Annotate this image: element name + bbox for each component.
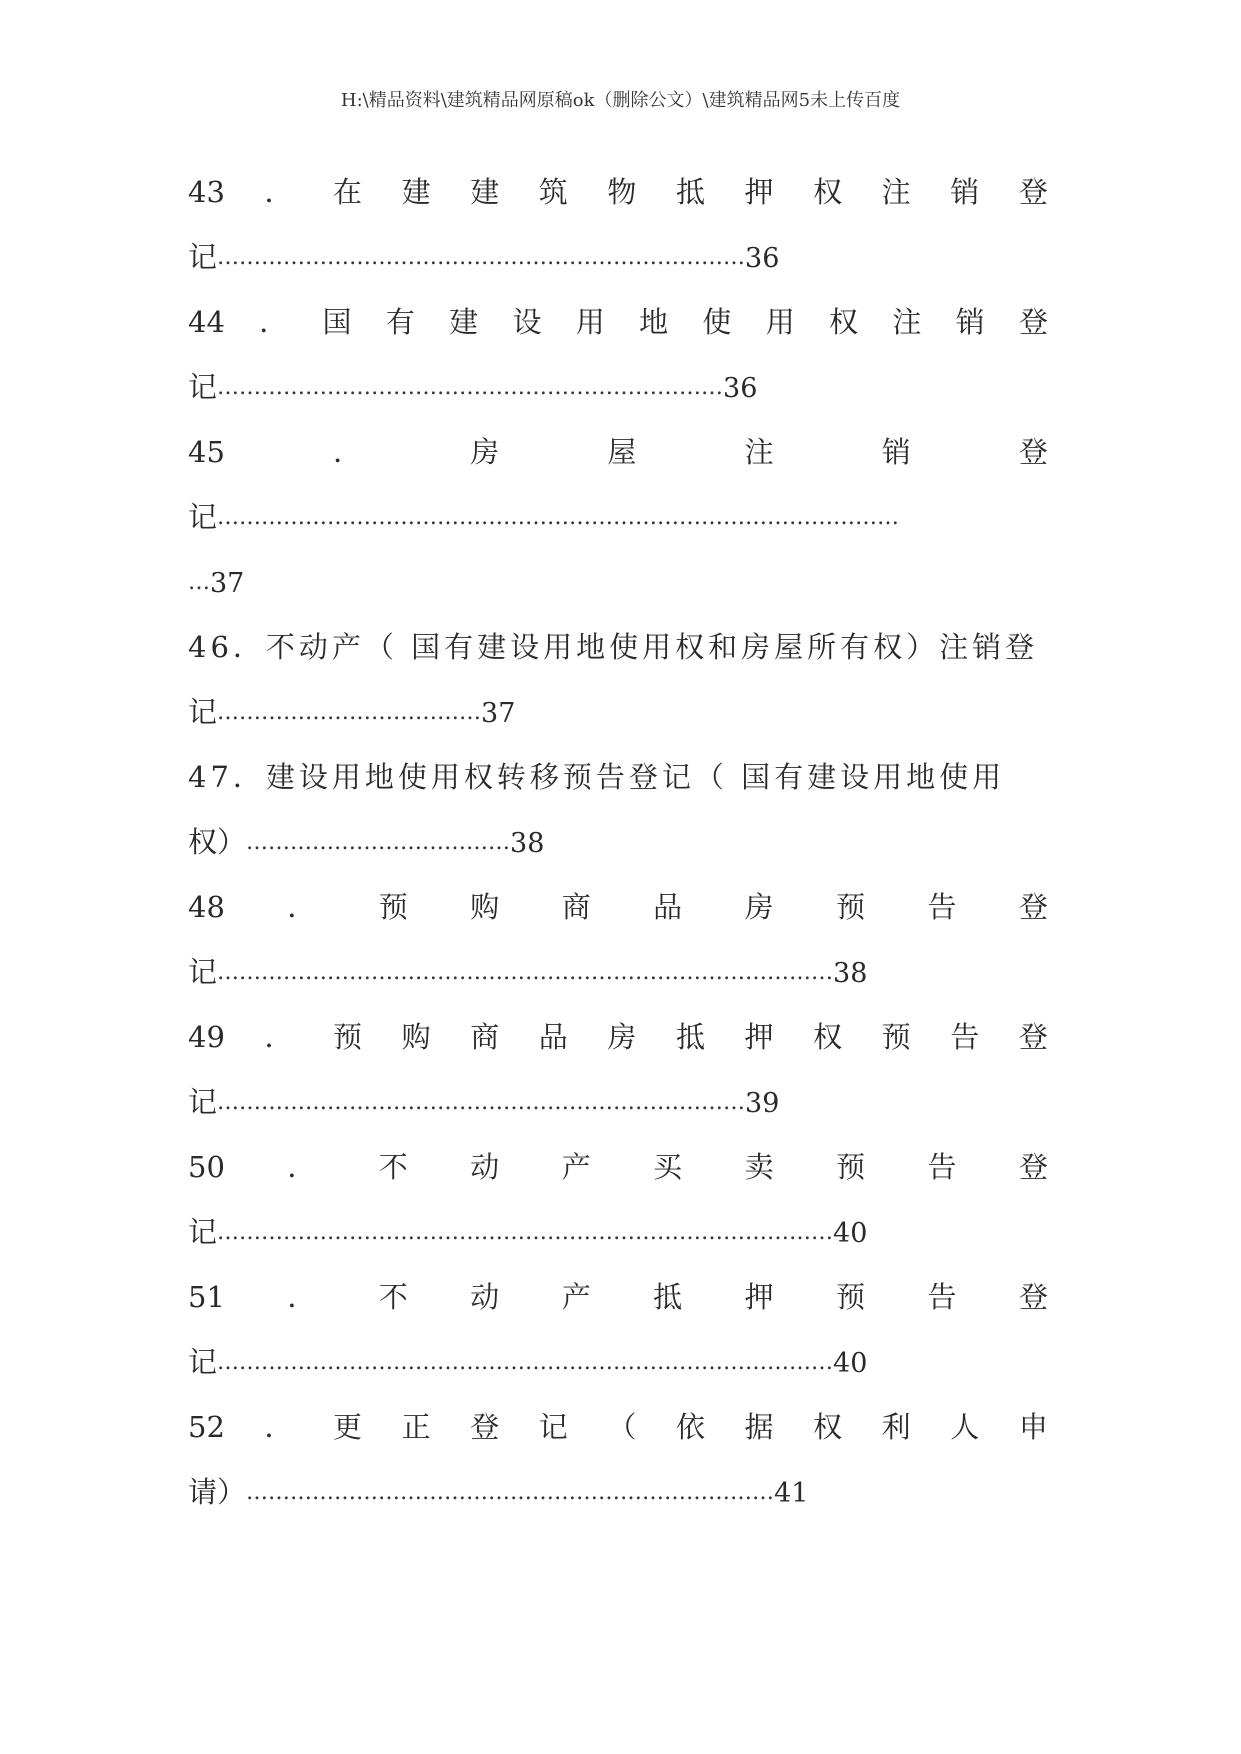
toc-entry-char: 在 (333, 175, 363, 209)
toc-entry-char: 更 (333, 1410, 363, 1444)
toc-entry-char: 告 (950, 1020, 980, 1054)
toc-page-number: 40 (833, 1348, 868, 1379)
toc-entry-char: 设 (512, 305, 542, 339)
toc-page-number: 38 (510, 828, 545, 859)
toc-entry-char: 有 (385, 305, 415, 339)
toc-entry-char: 使 (702, 305, 732, 339)
toc-page-number: 41 (774, 1478, 809, 1509)
toc-entry-char: ． (264, 1410, 294, 1444)
toc-entry-char: 人 (950, 1410, 980, 1444)
toc-entry-char: 卖 (744, 1150, 774, 1184)
toc-entry-char: 抵 (653, 1280, 683, 1314)
toc-entry-char: 国 (322, 305, 352, 339)
toc-entry-number: 48 (188, 890, 225, 924)
toc-entry-char: 屋 (607, 435, 637, 469)
toc-entry-char: 不 (378, 1280, 408, 1314)
toc-entry-char: 销 (881, 435, 911, 469)
toc-entry-title (188, 1005, 1048, 1070)
toc-entry-char: ． (264, 1020, 294, 1054)
toc-entry-title (188, 1265, 1048, 1330)
toc-entry-char: 告 (927, 1280, 957, 1314)
toc-entry-tail: 请） (188, 1475, 247, 1509)
dot-leader: ……………………………… (217, 699, 482, 725)
toc-entry-char: 建 (401, 175, 431, 209)
toc-entry-title (188, 160, 1048, 225)
toc-entry-char: 登 (1018, 435, 1048, 469)
toc-entry-char: 注 (892, 305, 922, 339)
dot-leader: …………………………………………………………… (217, 374, 724, 400)
toc-entry-tail: 权） (188, 825, 247, 859)
toc-entry-number: 45 (188, 435, 225, 469)
toc-entry-tail: 记 (188, 240, 218, 274)
toc-entry-leader (188, 1070, 1048, 1135)
toc-entry-char: 不 (378, 1150, 408, 1184)
toc-entry-leader (188, 1460, 1048, 1525)
toc-entry-char: ． (264, 175, 294, 209)
toc-entry-char: ． (287, 890, 317, 924)
dot-leader: ………………………………………………………………………… (217, 959, 834, 985)
toc-entry-char: 品 (538, 1020, 568, 1054)
toc-entry-char: 登 (1018, 890, 1048, 924)
toc-entry-tail: 记 (188, 1085, 218, 1119)
toc-entry-char: （ (607, 1410, 637, 1444)
toc-entry-char: 房 (470, 435, 500, 469)
toc-entry-char: 权 (813, 1410, 843, 1444)
toc-entry-title (188, 1395, 1048, 1460)
toc-entry-char: 登 (470, 1410, 500, 1444)
toc-entry-leader (188, 355, 1048, 420)
toc-entry-char: 登 (1018, 305, 1048, 339)
toc-entry-char: 预 (881, 1020, 911, 1054)
toc-entry-char: ． (333, 435, 363, 469)
toc-entry-tail: 记 (188, 955, 218, 989)
toc-page-number: 37 (210, 568, 245, 599)
table-of-contents (188, 160, 1048, 1525)
toc-entry-char: 预 (836, 890, 866, 924)
toc-entry-char: 登 (1018, 1280, 1048, 1314)
toc-entry-char: 押 (744, 175, 774, 209)
toc-entry-leader (188, 1330, 1048, 1395)
toc-entry-number: 49 (188, 1020, 225, 1054)
toc-entry-char: 利 (881, 1410, 911, 1444)
toc-entry-leader (188, 810, 1048, 875)
toc-entry-char: 抵 (675, 175, 705, 209)
toc-entry-tail: 记 (188, 1215, 218, 1249)
toc-entry-char: 抵 (675, 1020, 705, 1054)
toc-entry-char: 登 (1018, 175, 1048, 209)
toc-entry-char: 告 (927, 1150, 957, 1184)
toc-page-number: 36 (745, 243, 780, 274)
toc-entry-char: 房 (607, 1020, 637, 1054)
toc-entry-char: 建 (449, 305, 479, 339)
toc-entry-title (188, 290, 1048, 355)
toc-entry-char: 买 (653, 1150, 683, 1184)
toc-entry-char: 品 (653, 890, 683, 924)
toc-entry-char: 预 (378, 890, 408, 924)
toc-entry-char: 动 (470, 1280, 500, 1314)
toc-entry-char: 权 (829, 305, 859, 339)
toc-entry-char: 预 (836, 1150, 866, 1184)
toc-entry-char: 产 (561, 1150, 591, 1184)
toc-entry-number: 44 (188, 305, 225, 339)
dot-leader: ………………………………………………………………………… (217, 1349, 834, 1375)
toc-page-number: 37 (481, 698, 516, 729)
dot-leader: ………………………………………………………………………… (217, 1219, 834, 1245)
toc-entry-leader (188, 225, 1048, 290)
toc-page-number: 38 (833, 958, 868, 989)
toc-entry-char: 商 (561, 890, 591, 924)
toc-entry-leader (188, 680, 1048, 745)
page-header: H:\精品资料\建筑精品网原稿ok（删除公文）\建筑精品网5未上传百度 (340, 90, 901, 111)
toc-entry-char: 注 (881, 175, 911, 209)
toc-entry-char: 登 (1018, 1020, 1048, 1054)
toc-entry-char: ． (287, 1280, 317, 1314)
toc-entry-char: 产 (561, 1280, 591, 1314)
toc-page-number: 39 (745, 1088, 780, 1119)
toc-entry-number: 43 (188, 175, 225, 209)
toc-entry-char: 登 (1018, 1150, 1048, 1184)
toc-entry-char: 建 (470, 175, 500, 209)
toc-entry-leader (188, 485, 1048, 550)
dot-leader: … (188, 569, 210, 595)
toc-entry-tail: 记 (188, 370, 218, 404)
toc-entry-number: 50 (188, 1150, 225, 1184)
toc-entry-char: 据 (744, 1410, 774, 1444)
toc-entry-tail: 记 (188, 695, 218, 729)
toc-entry-char: 销 (955, 305, 985, 339)
dot-leader: ……………………………………………………………… (246, 1479, 775, 1505)
toc-entry-tail: 记 (188, 500, 218, 534)
toc-entry-char: 押 (744, 1280, 774, 1314)
toc-entry-title (188, 420, 1048, 485)
toc-entry-title (188, 875, 1048, 940)
toc-entry-char: 权 (813, 175, 843, 209)
toc-entry-char: 物 (607, 175, 637, 209)
toc-entry-char: 记 (538, 1410, 568, 1444)
toc-entry-number: 51 (188, 1280, 225, 1314)
toc-entry-char: 押 (744, 1020, 774, 1054)
toc-entry-char: 权 (813, 1020, 843, 1054)
toc-entry-char: 房 (744, 890, 774, 924)
toc-entry-char: 购 (470, 890, 500, 924)
toc-entry-leader-cont (188, 550, 1048, 615)
toc-entry-char: 用 (575, 305, 605, 339)
toc-entry-char: 正 (401, 1410, 431, 1444)
toc-entry-char: 申 (1018, 1410, 1048, 1444)
toc-entry-title: 46．不动产（ 国有建设用地使用权和房屋所有权）注销登 (188, 630, 1039, 664)
toc-entry-char: 商 (470, 1020, 500, 1054)
dot-leader: ……………………………… (246, 829, 511, 855)
toc-page-number: 40 (833, 1218, 868, 1249)
toc-entry-char: 依 (675, 1410, 705, 1444)
toc-entry-char: 地 (639, 305, 669, 339)
dot-leader: ……………………………………………………………… (217, 244, 746, 270)
toc-entry-char: 预 (333, 1020, 363, 1054)
toc-entry-char: 筑 (538, 175, 568, 209)
toc-entry-title (188, 1135, 1048, 1200)
toc-entry-leader (188, 940, 1048, 1005)
toc-entry-char: ． (259, 305, 289, 339)
toc-entry-title: 47．建设用地使用权转移预告登记（ 国有建设用地使用 (188, 760, 1006, 794)
toc-entry-char: 告 (927, 890, 957, 924)
dot-leader: ……………………………………………………………… (217, 1089, 746, 1115)
toc-entry-char: 销 (950, 175, 980, 209)
toc-entry-leader (188, 1200, 1048, 1265)
toc-entry-char: 购 (401, 1020, 431, 1054)
toc-page-number: 36 (723, 373, 758, 404)
toc-entry-number: 52 (188, 1410, 225, 1444)
toc-entry-char: ． (287, 1150, 317, 1184)
toc-entry-char: 用 (765, 305, 795, 339)
dot-leader: ………………………………………………………………………………… (217, 504, 900, 530)
toc-entry-char: 动 (470, 1150, 500, 1184)
toc-entry-char: 预 (836, 1280, 866, 1314)
toc-entry-tail: 记 (188, 1345, 218, 1379)
toc-entry-char: 注 (744, 435, 774, 469)
